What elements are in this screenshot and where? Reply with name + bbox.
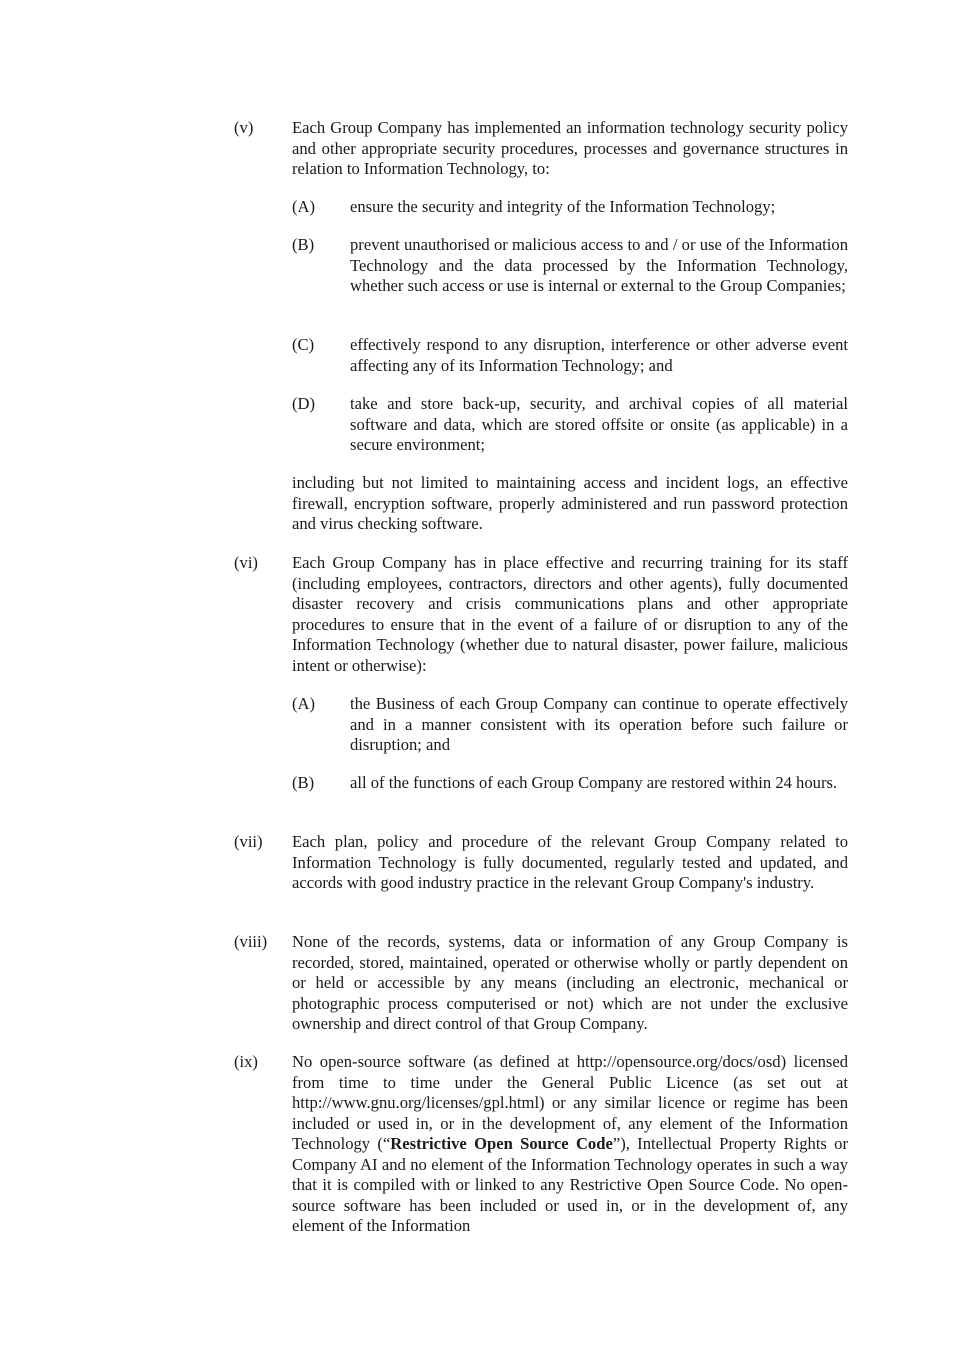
clause-number: (ix) [234,1052,258,1071]
subclause-number: (A) [292,197,316,216]
clause-number: (v) [234,118,254,137]
clause-v-tail-text: including but not limited to maintaining access and incident logs, an effective firewall, encryption software, properly administered and run password protection and virus checking software. [292,473,848,533]
clause-text: Each Group Company has implemented an information technology security policy and other appropriate security procedures, processes and governance structures in relation to Information Technology, to: [292,118,848,178]
subclause-text: take and store back-up, security, and archival copies of all material software and data, which are stored offsite or onsite (as applicable) in a secure environment; [350,394,848,454]
clause-text: None of the records, systems, data or information of any Group Company is recorded, stored, maintained, operated or otherwise wholly or partly dependent on or held or accessible by any means (including an electronic, mechanical or photographic process computerised or not) which are not under the exclusive ownership and direct control of that Group Company. [292,932,848,1033]
subclause-text: all of the functions of each Group Company are restored within 24 hours. [350,773,838,792]
subclause-text: ensure the security and integrity of the Information Technology; [350,197,776,216]
subclause-text: prevent unauthorised or malicious access to and / or use of the Information Technology and the data processed by the Information Technology, whether such access or use is internal or external to the Group Companies; [350,235,848,295]
defined-term: Restrictive Open Source Code [390,1134,613,1153]
clause-text [292,1052,848,1237]
clause-text: Each plan, policy and procedure of the relevant Group Company related to Information Technology is fully documented, regularly tested and updated, and accords with good industry practice in the relevant Group Company's industry. [292,832,848,892]
subclause-text: the Business of each Group Company can continue to operate effectively and in a manner consistent with its operation before such failure or disruption; and [350,694,848,754]
subclause-number: (A) [292,694,316,713]
clause-text-before: No open-source software (as defined at http://opensource.org/docs/osd) licensed from time to time under the General Public Licence (as set out at http://www.gnu.org/licenses/gpl.html) or any similar licence or regime has been included or used in, or in the development of, any element of the Information Technology (“ [292,1052,848,1153]
clause-text: Each Group Company has in place effective and recurring training for its staff (including employees, contractors, directors and other agents), fully documented disaster recovery and crisis communications plans and other appropriate procedures to ensure that in the event of a failure of or disruption to any of the Information Technology (whether due to natural disaster, power failure, malicious intent or otherwise): [292,553,848,675]
clause-text-after: ”), Intellectual Property Rights or Company AI and no element of the Information Technology operates in such a way that it is compiled with or linked to any Restrictive Open Source Code. No open-source software has been included or used in, or in the development of, any element of the Information [292,1134,849,1235]
subclause-number: (B) [292,773,315,792]
clause-number: (vi) [234,553,258,572]
clause-number: (viii) [234,932,268,951]
subclause-number: (D) [292,394,316,413]
clause-number: (vii) [234,832,263,851]
subclause-number: (B) [292,235,315,254]
subclause-text: effectively respond to any disruption, interference or other adverse event affecting any of its Information Technology; and [350,335,848,375]
subclause-number: (C) [292,335,315,354]
